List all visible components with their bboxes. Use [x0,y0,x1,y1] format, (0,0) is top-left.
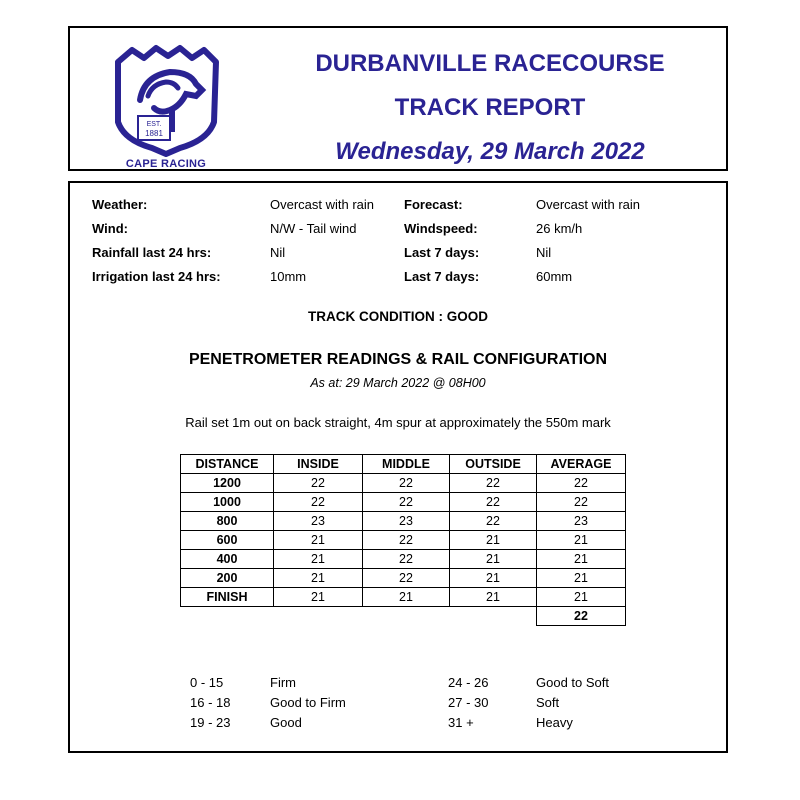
legend-label: Good to Firm [270,695,346,710]
cell-outside: 21 [450,588,537,607]
cell-distance: 200 [181,569,274,588]
penetrometer-as-at: As at: 29 March 2022 @ 08H00 [310,376,486,390]
rail-configuration: Rail set 1m out on back straight, 4m spur at approximately the 550m mark [185,415,611,430]
cell-inside: 21 [274,531,363,550]
cell-inside: 22 [274,493,363,512]
legend-label: Good to Soft [536,675,609,690]
rainfall-label: Rainfall last 24 hrs: [92,245,212,260]
table-row [181,550,626,569]
irrigation-label: Irrigation last 24 hrs: [92,269,221,284]
cell-distance: 600 [181,531,274,550]
legend-label: Good [270,715,302,730]
weather-value: Overcast with rain [270,197,375,212]
cell-middle: 22 [363,474,450,493]
overall-average: 22 [537,607,626,626]
cell-distance: 400 [181,550,274,569]
table-row [181,588,626,607]
legend-range: 19 - 23 [190,715,231,730]
irrigation-7days-value: 60mm [536,269,573,284]
empty-cell [450,607,537,626]
legend-range: 16 - 18 [190,695,231,710]
cape-racing-logo [110,40,222,170]
col-inside: INSIDE [274,455,363,474]
cell-average: 21 [537,588,626,607]
track-condition: TRACK CONDITION : GOOD [308,309,488,324]
legend-range: 0 - 15 [190,675,224,690]
col-middle: MIDDLE [363,455,450,474]
legend-range: 27 - 30 [448,695,489,710]
cell-distance: FINISH [181,588,274,607]
table-row [181,569,626,588]
table-row [181,531,626,550]
cell-distance: 800 [181,512,274,531]
weather-label: Weather: [92,197,148,212]
cell-middle: 23 [363,512,450,531]
empty-cell [181,607,274,626]
cell-outside: 22 [450,512,537,531]
cell-distance: 1200 [181,474,274,493]
legend-label: Heavy [536,715,573,730]
cell-middle: 22 [363,493,450,512]
cell-inside: 21 [274,550,363,569]
penetrometer-table [180,454,626,626]
windspeed-value: 26 km/h [536,221,583,236]
rainfall-value: Nil [270,245,286,260]
cell-outside: 21 [450,550,537,569]
empty-cell [274,607,363,626]
cell-outside: 21 [450,531,537,550]
horse-shield-icon [110,40,222,158]
legend-label: Soft [536,695,560,710]
table-row [181,474,626,493]
report-body [68,181,728,753]
table-row [181,493,626,512]
forecast-value: Overcast with rain [536,197,641,212]
legend-range: 24 - 26 [448,675,489,690]
table-header-row [181,455,626,474]
header-box [68,26,728,171]
page-title: DURBANVILLE RACECOURSE [315,50,665,77]
page-subtitle: TRACK REPORT [394,94,586,121]
cell-average: 21 [537,550,626,569]
cell-inside: 21 [274,588,363,607]
wind-value: N/W - Tail wind [270,221,357,236]
logo-est: EST. [146,121,162,128]
cell-inside: 22 [274,474,363,493]
legend-range: 31 + [448,715,474,730]
col-average: AVERAGE [537,455,626,474]
report-date: Wednesday, 29 March 2022 [335,138,645,165]
irrigation-7days-label: Last 7 days: [404,269,480,284]
cell-middle: 22 [363,550,450,569]
cell-middle: 22 [363,569,450,588]
cell-inside: 21 [274,569,363,588]
cell-middle: 21 [363,588,450,607]
cell-average: 21 [537,531,626,550]
logo-name: CAPE RACING [125,158,207,170]
empty-cell [363,607,450,626]
rain-7days-label: Last 7 days: [404,245,480,260]
logo-year: 1881 [145,129,163,138]
cell-inside: 23 [274,512,363,531]
col-distance: DISTANCE [181,455,274,474]
rain-7days-value: Nil [536,245,552,260]
wind-label: Wind: [92,221,128,236]
overall-average-row [181,607,626,626]
cell-outside: 22 [450,493,537,512]
cell-middle: 22 [363,531,450,550]
cell-average: 22 [537,474,626,493]
cell-distance: 1000 [181,493,274,512]
cell-average: 21 [537,569,626,588]
legend-label: Firm [270,675,296,690]
penetrometer-title: PENETROMETER READINGS & RAIL CONFIGURATION [188,351,608,368]
cell-outside: 22 [450,474,537,493]
cell-outside: 21 [450,569,537,588]
col-outside: OUTSIDE [450,455,537,474]
irrigation-value: 10mm [270,269,307,284]
cell-average: 23 [537,512,626,531]
cell-average: 22 [537,493,626,512]
windspeed-label: Windspeed: [404,221,478,236]
forecast-label: Forecast: [404,197,463,212]
table-row [181,512,626,531]
